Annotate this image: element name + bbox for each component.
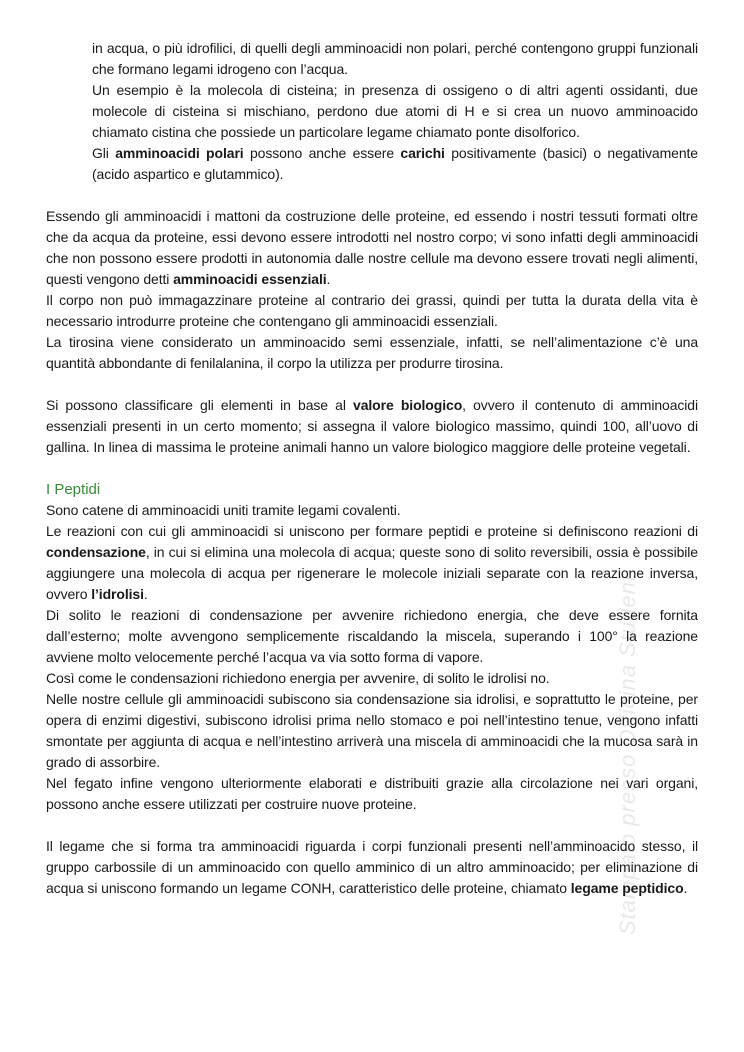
text: positivamente (basici) o negativamente (acido aspartico e glutammico). xyxy=(92,145,698,182)
text: , ovvero il contenuto di amminoacidi essenziali presenti in un certo momento; si assegna il valore biologico massimo, quindi 100, all’uovo di gallina. In linea di massima le proteine animali hanno un valore biologico maggiore delle proteine vegetali. xyxy=(46,397,698,455)
bold-term: amminoacidi essenziali xyxy=(173,271,327,287)
text: Il legame che si forma tra amminoacidi riguarda i corpi funzionali presenti nell’amminoacido stesso, il gruppo carbossile di un amminoacido con quello amminico di un altro amminoacido; per eliminazione di acqua si uniscono formando un legame CONH, caratteristico delle proteine, chiamato xyxy=(46,838,698,896)
bold-term: legame peptidico xyxy=(570,880,684,896)
watermark: Stampato presso Officina Studenti xyxy=(615,568,640,935)
text: . xyxy=(683,880,688,896)
peptides-section xyxy=(46,479,698,815)
bold-term: carichi xyxy=(400,145,445,161)
text: Le reazioni con cui gli amminoacidi si uniscono per formare peptidi e proteine si definiscono reazioni di xyxy=(46,523,698,539)
spacer xyxy=(46,185,698,206)
bold-term: valore biologico xyxy=(353,397,463,413)
paragraph: La tirosina viene considerato un amminoacido semi essenziale, infatti, se nell’alimentazione c’è una quantità abbondante di fenilalanina, il corpo la utilizza per produrre tirosina. xyxy=(46,334,698,371)
text: Gli xyxy=(92,145,116,161)
paragraph: Nelle nostre cellule gli amminoacidi subiscono sia condensazione sia idrolisi, e soprattutto le proteine, per opera di enzimi digestivi, subiscono idrolisi prima nello stomaco e poi nell’intestino tenue, vengono infatti smontate per aggiunta di acqua e nell’intestino arriverà una miscela di amminoacidi che la mucosa sarà in grado di assorbire. xyxy=(46,691,698,770)
biological-value-section xyxy=(46,395,698,458)
paragraph: in acqua, o più idrofilici, di quelli degli amminoacidi non polari, perché contengono gruppi funzionali che formano legami idrogeno con l’acqua. xyxy=(92,40,698,77)
paragraph: Un esempio è la molecola di cisteina; in presenza di ossigeno o di altri agenti ossidanti, due molecole di cisteina si mischiano, perdono due atomi di H e si crea un nuovo amminoacido chiamato cistina che possiede un particolare legame chiamato ponte disolforico. xyxy=(92,82,698,140)
text: Si possono classificare gli elementi in base al xyxy=(46,397,354,413)
paragraph: Di solito le reazioni di condensazione per avvenire richiedono energia, che deve essere fornita dall’esterno; molte avvengono semplicemente riscaldando la miscela, superando i 100° la reazione avviene molto velocemente perché l’acqua va via sotto forma di vapore. xyxy=(46,607,698,665)
text: Essendo gli amminoacidi i mattoni da costruzione delle proteine, ed essendo i nostri tessuti formati oltre che da acqua da proteine, essi devono essere introdotti nel nostro corpo; vi sono infatti degli amminoacidi che non possono essere prodotti in autonomia dalle nostre cellule ma devono essere trovati negli alimenti, questi vengono detti xyxy=(46,208,698,287)
bold-term: l’idrolisi xyxy=(91,586,144,602)
text: possono anche essere xyxy=(243,145,401,161)
spacer xyxy=(46,815,698,836)
section-heading: I Peptidi xyxy=(46,481,101,498)
essential-amino-acids-section xyxy=(46,206,698,374)
paragraph xyxy=(46,395,698,458)
paragraph: Nel fegato infine vengono ulteriormente elaborati e distribuiti grazie alla circolazione nei vari organi, possono anche essere utilizzati per costruire nuove proteine. xyxy=(46,775,698,812)
paragraph xyxy=(46,521,698,605)
text: . xyxy=(143,586,148,602)
paragraph: Sono catene di amminoacidi uniti tramite legami covalenti. xyxy=(46,502,401,518)
paragraph xyxy=(46,836,698,899)
bold-term: condensazione xyxy=(46,544,146,560)
document-page xyxy=(46,38,698,899)
bold-term: amminoacidi polari xyxy=(115,145,244,161)
paragraph xyxy=(92,143,698,185)
paragraph: Il corpo non può immagazzinare proteine al contrario dei grassi, quindi per tutta la durata della vita è necessario introdurre proteine che contengano gli amminoacidi essenziali. xyxy=(46,292,698,329)
paragraph xyxy=(46,206,698,290)
spacer xyxy=(46,374,698,395)
peptide-bond-section xyxy=(46,836,698,899)
text: , in cui si elimina una molecola di acqua; queste sono di solito reversibili, ossia è possibile aggiungere una molecola di acqua per rigenerare le molecole iniziali separate con la reazione inversa, ovvero xyxy=(46,544,698,602)
spacer xyxy=(46,458,698,479)
paragraph: Così come le condensazioni richiedono energia per avvenire, di solito le idrolisi no. xyxy=(46,670,550,686)
text: . xyxy=(326,271,331,287)
polar-amino-acids-section xyxy=(46,38,698,185)
